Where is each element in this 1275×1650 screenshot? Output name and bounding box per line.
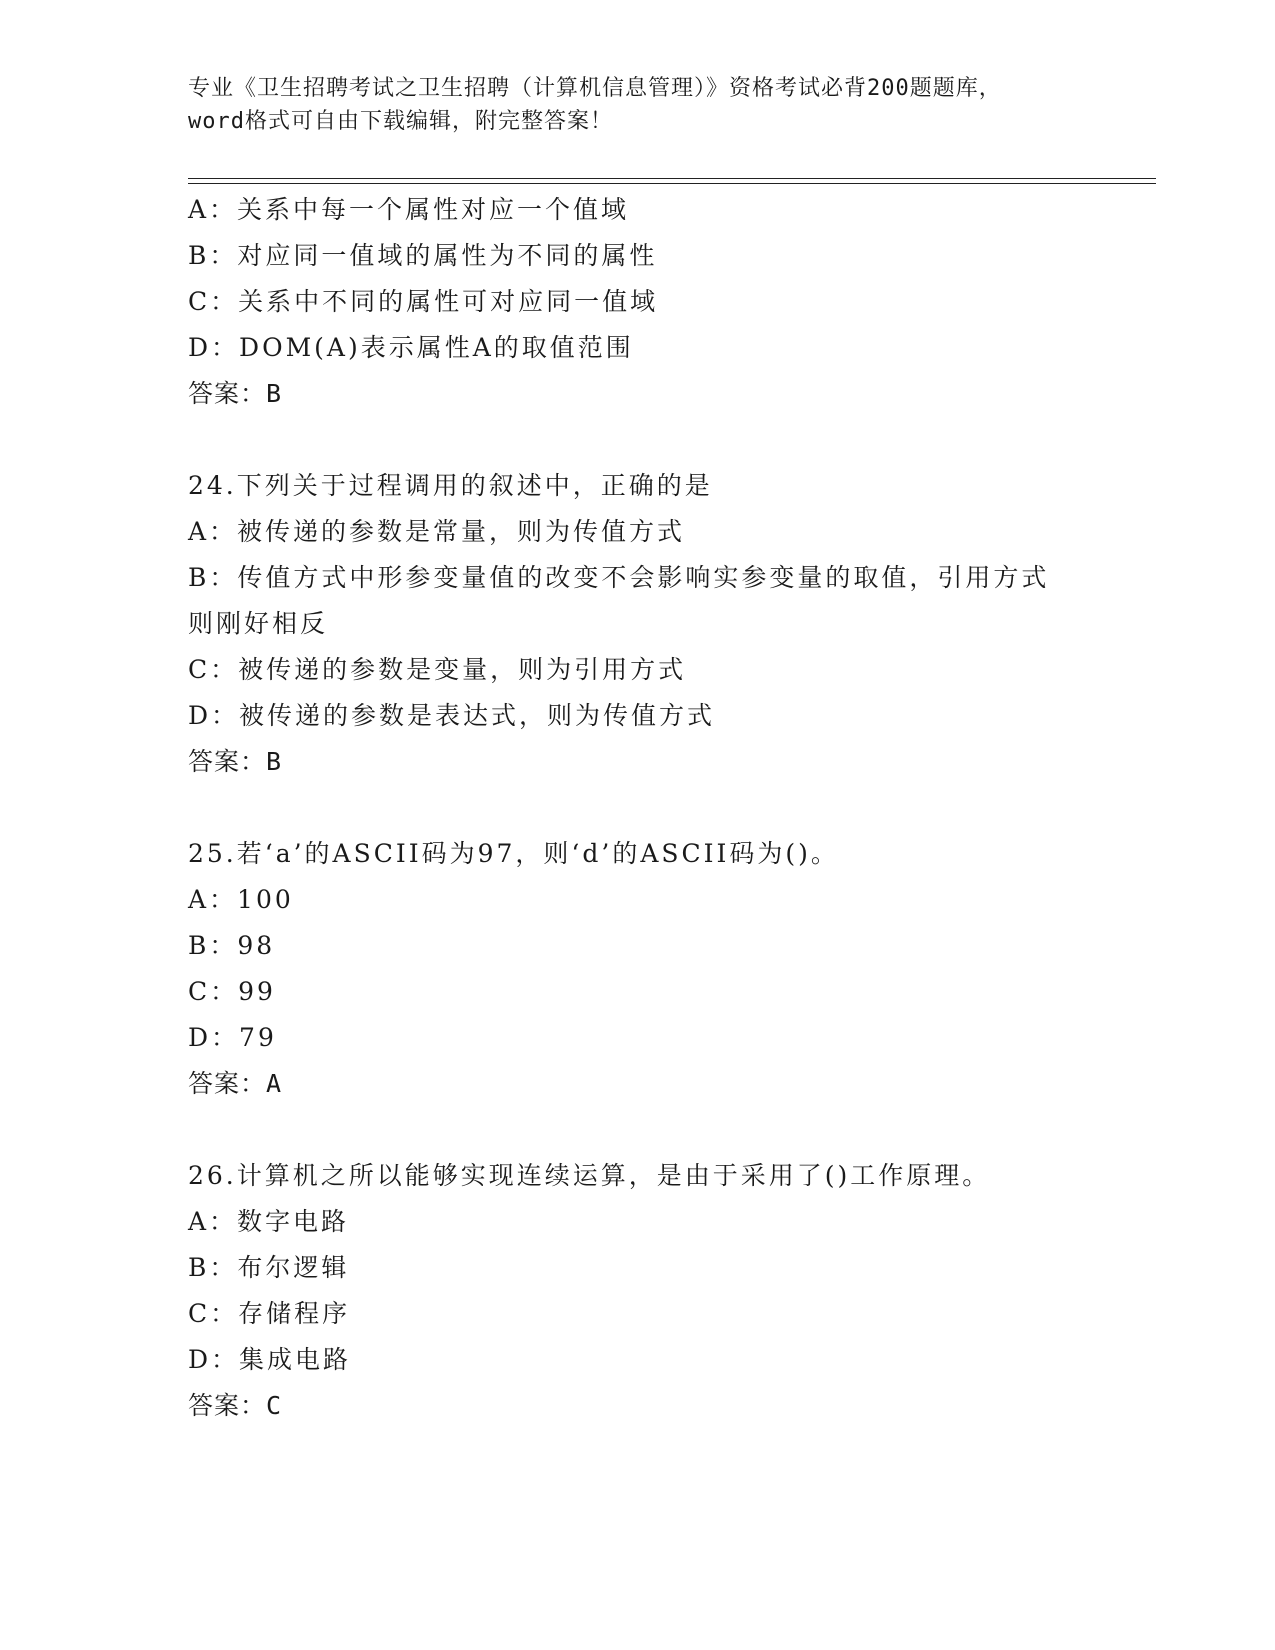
question-spacer — [188, 785, 1088, 831]
question-block-24 — [188, 463, 1088, 785]
option-d: D：DOM(A)表示属性A的取值范围 — [188, 333, 634, 362]
option-b-continued: 则刚好相反 — [188, 609, 329, 638]
question-spacer — [188, 417, 1088, 463]
question-list — [188, 187, 1088, 1429]
header-line-1: 专业《卫生招聘考试之卫生招聘（计算机信息管理）》资格考试必背200题题库， — [188, 76, 1002, 101]
option-b: B：对应同一值域的属性为不同的属性 — [188, 241, 658, 270]
option-c: C：存储程序 — [188, 1299, 351, 1328]
header-divider-top — [188, 178, 1156, 179]
option-c: C：关系中不同的属性可对应同一值域 — [188, 287, 659, 316]
question-text: 26.计算机之所以能够实现连续运算，是由于采用了()工作原理。 — [188, 1161, 991, 1190]
option-c: C：被传递的参数是变量，则为引用方式 — [188, 655, 687, 684]
question-text: 25.若‘a’的ASCII码为97，则‘d’的ASCII码为()。 — [188, 839, 839, 868]
option-d: D：被传递的参数是表达式，则为传值方式 — [188, 701, 716, 730]
option-b: B：布尔逻辑 — [188, 1253, 350, 1282]
option-a: A：关系中每一个属性对应一个值域 — [188, 195, 630, 224]
question-text: 24.下列关于过程调用的叙述中，正确的是 — [188, 471, 713, 500]
question-spacer — [188, 1107, 1088, 1153]
option-d: D：79 — [188, 1023, 277, 1052]
document-header — [188, 72, 1088, 138]
option-a: A：100 — [188, 885, 294, 914]
option-c: C：99 — [188, 977, 276, 1006]
answer-line: 答案：B — [188, 747, 283, 776]
option-d: D：集成电路 — [188, 1345, 352, 1374]
question-block-25 — [188, 831, 1088, 1107]
option-b: B：98 — [188, 931, 276, 960]
header-divider-bottom — [188, 183, 1156, 184]
option-a: A：数字电路 — [188, 1207, 350, 1236]
answer-line: 答案：A — [188, 1069, 283, 1098]
option-a: A：被传递的参数是常量，则为传值方式 — [188, 517, 686, 546]
header-line-2: word格式可自由下载编辑，附完整答案！ — [188, 109, 613, 134]
question-block-23 — [188, 187, 1088, 417]
answer-line: 答案：B — [188, 379, 283, 408]
answer-line: 答案：C — [188, 1391, 283, 1420]
question-block-26 — [188, 1153, 1088, 1429]
option-b: B：传值方式中形参变量值的改变不会影响实参变量的取值，引用方式 — [188, 563, 1050, 592]
